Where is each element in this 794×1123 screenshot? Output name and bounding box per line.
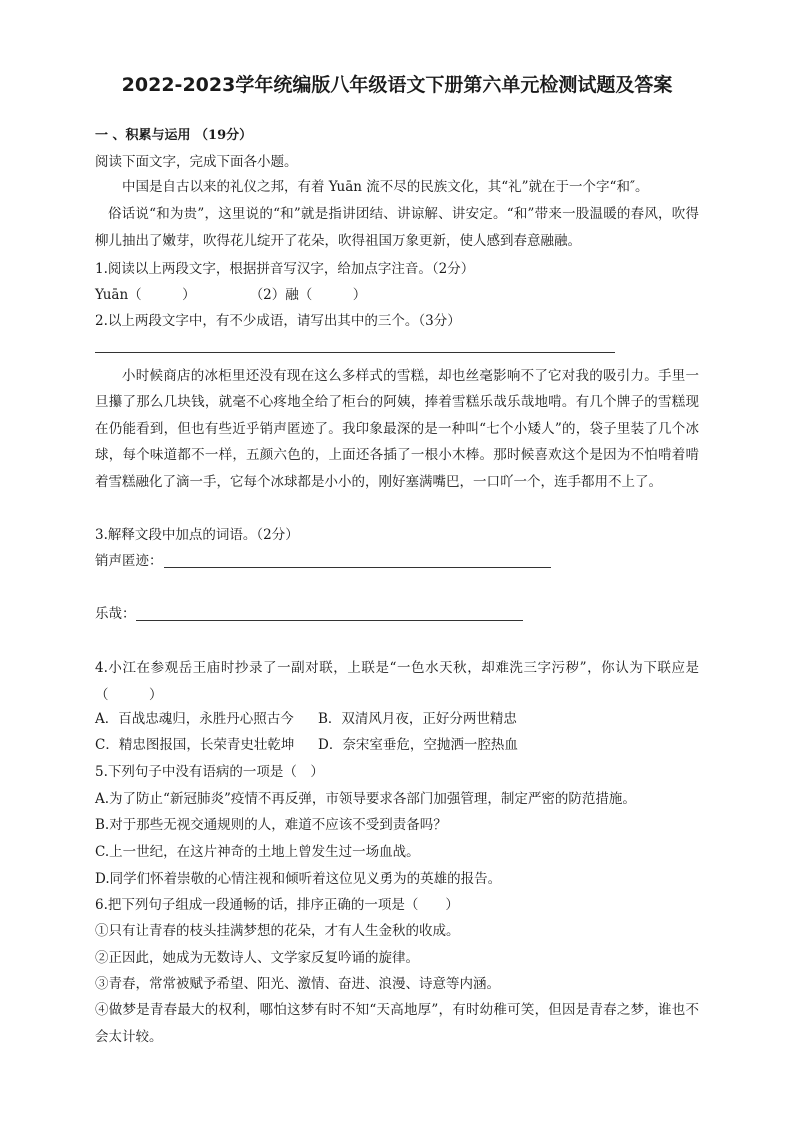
- question-5-option-d: D.同学们怀着崇敬的心情注视和倾听着这位见义勇为的英雄的报告。: [95, 871, 502, 887]
- question-4-option-a: A．百战忠魂归，永胜丹心照古今: [95, 711, 294, 727]
- question-6-sentence-4: ④做梦是青春最大的权利，哪怕这梦有时不知“天高地厚”，有时幼稚可笑，但因是青春之梦，谁也不会太计较。: [95, 1002, 699, 1045]
- question-2-answer-line[interactable]: [95, 352, 615, 353]
- question-2-stem: 2.以上两段文字中，有不少成语，请写出其中的三个。（3分）: [95, 313, 461, 329]
- question-3-term2-label: 乐哉：: [95, 606, 136, 622]
- question-5-stem: 5.下列句子中没有语病的一项是（ ）: [95, 764, 324, 780]
- reading-instruction: 阅读下面文字，完成下面各小题。: [95, 154, 298, 170]
- question-6-sentence-3: ③青春，常常被赋予希望、阳光、激情、奋进、浪漫、诗意等内涵。: [95, 976, 500, 992]
- question-4-option-d: D．奈宋室垂危，空抛洒一腔热血: [318, 737, 518, 753]
- question-4-option-c: C．精忠图报国，长荣青史壮乾坤: [95, 737, 295, 753]
- question-5-option-c: C.上一世纪，在这片神奇的土地上曾发生过一场血战。: [95, 844, 420, 860]
- question-5-option-a: A.为了防止“新冠肺炎”疫情不再反弹，市领导要求各部门加强管理，制定严密的防范措施。: [95, 791, 636, 807]
- question-4-option-b: B．双清风月夜，正好分两世精忠: [318, 711, 517, 727]
- question-6-stem: 6.把下列句子组成一段通畅的话，排序正确的一项是（ ）: [95, 897, 459, 913]
- passage1-paragraph1: 中国是自古以来的礼仪之邦，有着 Yuān 流不尽的民族文化，其“礼”就在于一个字“和″。: [122, 179, 649, 195]
- question-6-sentence-2: ②正因此，她成为无数诗人、文学家反复吟诵的旋律。: [95, 950, 419, 966]
- passage1-paragraph2: 俗话说“和为贵”，这里说的“和”就是指讲团结、讲谅解、讲安定。“和”带来一股温暖的春风，吹得柳儿抽出了嫩芽，吹得花儿绽开了花朵，吹得祖国万象更新，使人感到春意融融。: [95, 206, 699, 249]
- passage2-paragraph: 小时候商店的冰柜里还没有现在这么多样式的雪糕，却也丝毫影响不了它对我的吸引力。手里一旦攥了那么几块钱，就毫不心疼地全给了柜台的阿姨，捧着雪糕乐哉乐哉地啃。有几个牌子的雪糕现在仍能看到，但也有些近乎销声匿迹了。我印象最深的是一种叫“七个小矮人”的，袋子里装了几个冰球，每个味道都不一样，五颜六色的，上面还各插了一根小木棒。那时候喜欢这个是因为不怕啃着啃着雪糕融化了滴一手，它每个冰球都是小小的，刚好塞满嘴巴，一口吖一个，连手都用不上了。: [95, 368, 699, 490]
- question-3-term2-answer-line[interactable]: [136, 620, 523, 621]
- question-4-stem: 4.小江在参观岳王庙时抄录了一副对联，上联是“一色水天秋，却难洗三字污秽”，你认为下联应是（ ）: [95, 660, 699, 703]
- question-6-sentence-1: ①只有让青春的枝头挂满梦想的花朵，才有人生金秋的收成。: [95, 923, 460, 939]
- question-5-option-b: B.对于那些无视交通规则的人，难道不应该不受到责备吗？: [95, 817, 447, 833]
- question-1-stem: 1.阅读以上两段文字，根据拼音写汉字，给加点字注音。（2分）: [95, 261, 475, 277]
- question-1-blank-b[interactable]: （2）融（ ）: [249, 287, 367, 303]
- question-1-blank-a[interactable]: Yuān（ ）: [95, 287, 196, 303]
- section-heading: 一 、积累与运用 （19分）: [95, 128, 253, 143]
- question-1-answers: [95, 285, 366, 305]
- question-3-term1-label: 销声匿迹：: [95, 553, 163, 569]
- question-3-term1-answer-line[interactable]: [164, 567, 551, 568]
- document-title: 2022-2023学年统编版八年级语文下册第六单元检测试题及答案: [121, 74, 673, 96]
- question-3-stem: 3.解释文段中加点的词语。（2分）: [95, 527, 299, 543]
